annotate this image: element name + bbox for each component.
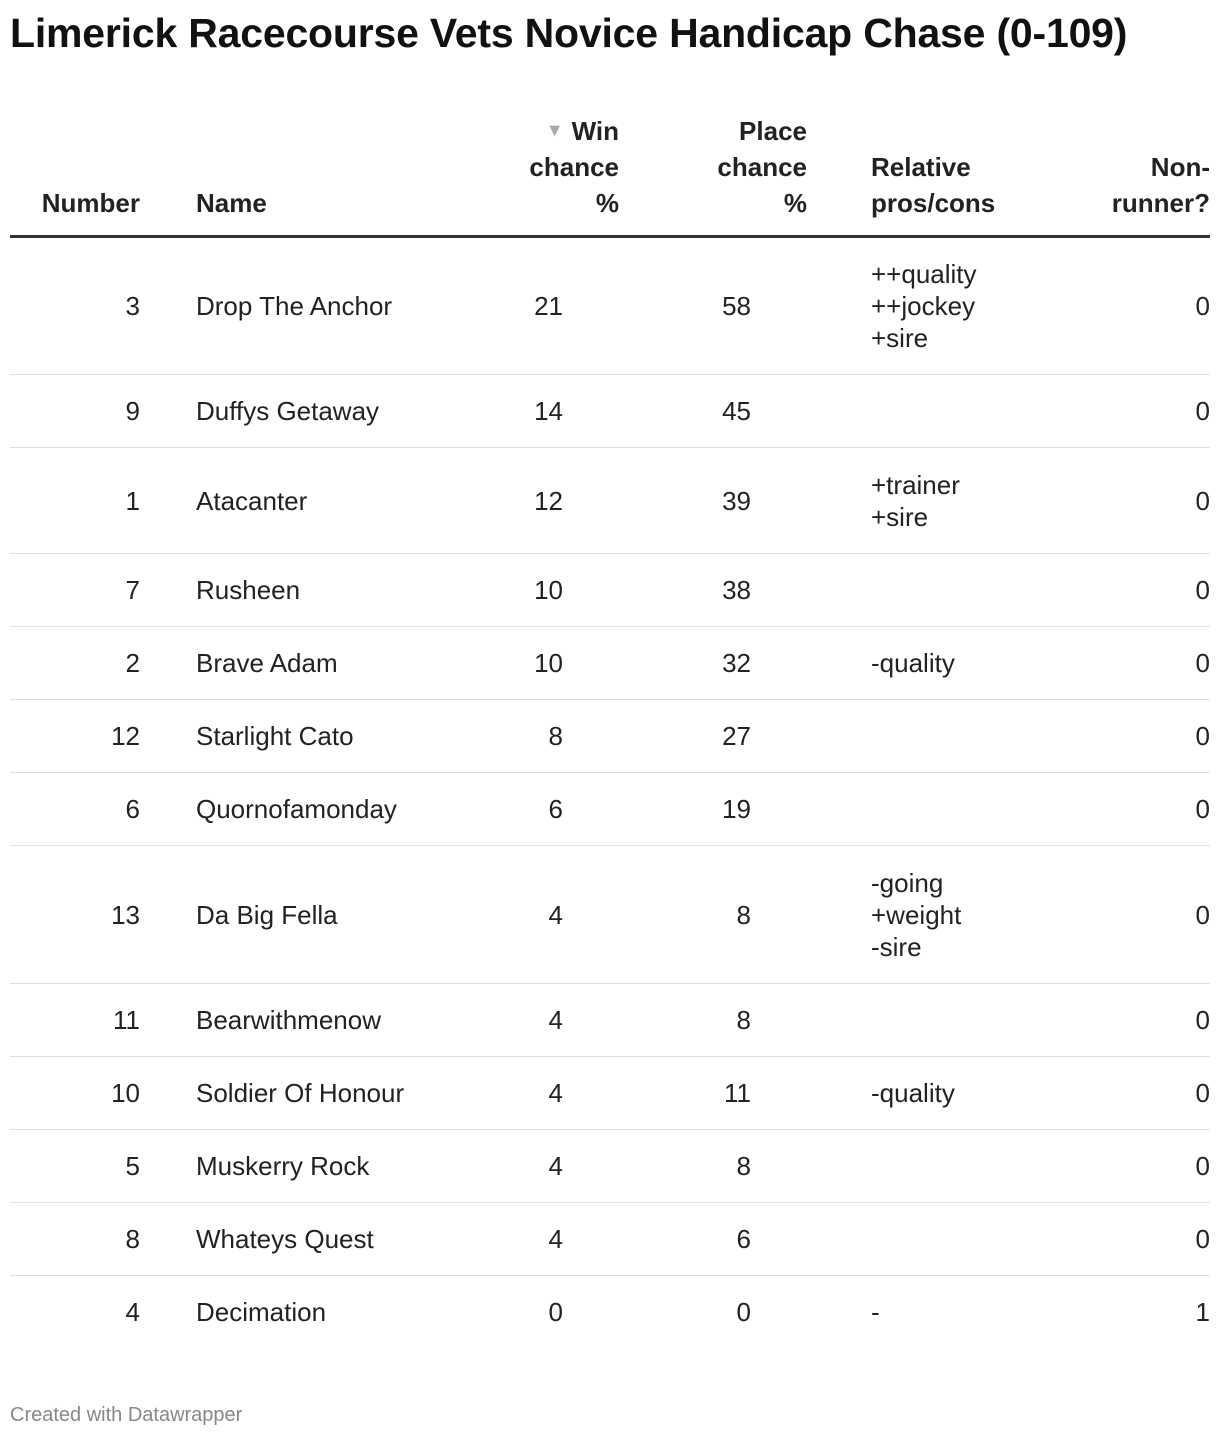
header-name[interactable]: Name xyxy=(196,112,472,237)
cell-relative xyxy=(807,846,1030,984)
cell-place-chance: 39 xyxy=(619,448,807,554)
cell-place-chance: 19 xyxy=(619,773,807,846)
header-row xyxy=(10,112,1210,237)
cell-non-runner: 0 xyxy=(1030,1130,1210,1203)
cell-relative xyxy=(807,1130,1030,1203)
cell-place-chance: 45 xyxy=(619,375,807,448)
cell-non-runner: 0 xyxy=(1030,1057,1210,1130)
cell-win-chance: 4 xyxy=(472,1130,619,1203)
cell-relative xyxy=(807,773,1030,846)
cell-place-chance: 6 xyxy=(619,1203,807,1276)
cell-name: Soldier Of Honour xyxy=(196,1057,472,1130)
table-row xyxy=(10,375,1210,448)
table-row xyxy=(10,1130,1210,1203)
cell-relative xyxy=(807,1203,1030,1276)
cell-number: 2 xyxy=(10,627,196,700)
cell-relative xyxy=(807,554,1030,627)
cell-non-runner: 0 xyxy=(1030,237,1210,375)
cell-name: Bearwithmenow xyxy=(196,984,472,1057)
cell-name: Muskerry Rock xyxy=(196,1130,472,1203)
cell-number: 12 xyxy=(10,700,196,773)
cell-win-chance: 6 xyxy=(472,773,619,846)
header-win-line-2: chance xyxy=(529,152,619,182)
table-row xyxy=(10,1276,1210,1349)
cell-number: 5 xyxy=(10,1130,196,1203)
table-row xyxy=(10,448,1210,554)
cell-number: 6 xyxy=(10,773,196,846)
chart-title: Limerick Racecourse Vets Novice Handicap Chase (0-109) xyxy=(10,10,1128,56)
cell-non-runner: 0 xyxy=(1030,700,1210,773)
header-relative-line-2: pros/cons xyxy=(871,188,996,218)
cell-win-chance: 4 xyxy=(472,1057,619,1130)
cell-number: 9 xyxy=(10,375,196,448)
header-win-chance[interactable] xyxy=(472,112,619,237)
cell-non-runner: 0 xyxy=(1030,984,1210,1057)
header-place-line-1: Place xyxy=(739,116,807,146)
relative-item: -quality xyxy=(871,1078,955,1108)
cell-relative xyxy=(807,984,1030,1057)
cell-name: Brave Adam xyxy=(196,627,472,700)
cell-number: 3 xyxy=(10,237,196,375)
cell-name: Starlight Cato xyxy=(196,700,472,773)
relative-item: -quality xyxy=(871,648,955,678)
cell-win-chance: 21 xyxy=(472,237,619,375)
cell-non-runner: 1 xyxy=(1195,1297,1210,1328)
relative-item: +sire xyxy=(871,501,929,532)
cell-win-chance: 14 xyxy=(472,375,619,448)
table-row xyxy=(10,846,1210,984)
cell-number: 4 xyxy=(125,1297,140,1328)
header-win-line-3: % xyxy=(595,188,619,218)
cell-place-chance: 58 xyxy=(619,237,807,375)
cell-place-chance: 11 xyxy=(619,1057,807,1130)
cell-non-runner: 0 xyxy=(1030,773,1210,846)
cell-win-chance: 8 xyxy=(472,700,619,773)
cell-place-chance: 0 xyxy=(736,1297,751,1328)
cell-name: Atacanter xyxy=(196,448,472,554)
cell-win-chance: 4 xyxy=(472,984,619,1057)
cell-win-chance: 10 xyxy=(472,627,619,700)
footer-credit: Created with Datawrapper xyxy=(10,1404,243,1426)
table-row xyxy=(10,237,1210,375)
cell-name: Drop The Anchor xyxy=(196,237,472,375)
cell-relative xyxy=(807,375,1030,448)
header-number[interactable]: Number xyxy=(10,112,196,237)
table-body xyxy=(10,237,1210,1349)
cell-name: Quornofamonday xyxy=(196,773,472,846)
cell-non-runner: 0 xyxy=(1030,448,1210,554)
cell-number: 8 xyxy=(10,1203,196,1276)
cell-place-chance: 8 xyxy=(619,984,807,1057)
relative-item: - xyxy=(871,1297,880,1328)
cell-win-chance: 10 xyxy=(472,554,619,627)
table-row xyxy=(10,627,1210,700)
cell-place-chance: 38 xyxy=(619,554,807,627)
cell-number: 7 xyxy=(10,554,196,627)
cell-non-runner: 0 xyxy=(1030,846,1210,984)
cell-place-chance: 8 xyxy=(619,1130,807,1203)
header-non-runner-line-1: Non- xyxy=(1150,152,1210,182)
relative-item: -going xyxy=(871,867,944,898)
cell-win-chance: 12 xyxy=(472,448,619,554)
cell-win-chance: 4 xyxy=(472,846,619,984)
table-row xyxy=(10,1057,1210,1130)
cell-relative xyxy=(807,700,1030,773)
table-row xyxy=(10,984,1210,1057)
relative-item: +weight xyxy=(871,899,962,930)
relative-item: +sire xyxy=(871,323,929,353)
cell-relative xyxy=(807,448,1030,554)
table-row xyxy=(10,773,1210,846)
cell-number: 13 xyxy=(10,846,196,984)
cell-name: Da Big Fella xyxy=(196,846,472,984)
cell-number: 10 xyxy=(10,1057,196,1130)
cell-place-chance: 32 xyxy=(619,627,807,700)
relative-item: ++quality xyxy=(871,259,977,289)
cell-win-chance: 0 xyxy=(548,1297,563,1328)
header-place-chance[interactable] xyxy=(619,112,807,237)
results-table xyxy=(10,112,1210,1349)
header-place-line-2: chance xyxy=(717,152,807,182)
sort-down-icon: ▼ xyxy=(545,120,564,140)
table-row xyxy=(10,700,1210,773)
cell-name: Rusheen xyxy=(196,554,472,627)
cell-number: 11 xyxy=(10,984,196,1057)
cell-name: Duffys Getaway xyxy=(196,375,472,448)
relative-item: +trainer xyxy=(871,469,960,500)
relative-item: ++jockey xyxy=(871,291,976,321)
cell-name: Decimation xyxy=(196,1297,327,1328)
header-relative[interactable] xyxy=(807,112,1030,237)
cell-place-chance: 8 xyxy=(619,846,807,984)
relative-item: -sire xyxy=(871,931,922,962)
table-row xyxy=(10,554,1210,627)
cell-non-runner: 0 xyxy=(1030,375,1210,448)
cell-relative xyxy=(807,627,1030,700)
cell-non-runner: 0 xyxy=(1030,1203,1210,1276)
cell-win-chance: 4 xyxy=(472,1203,619,1276)
cell-non-runner: 0 xyxy=(1030,627,1210,700)
header-non-runner-line-2: runner? xyxy=(1111,188,1210,218)
header-non-runner[interactable] xyxy=(1030,112,1210,237)
cell-relative xyxy=(807,1057,1030,1130)
cell-non-runner: 0 xyxy=(1030,554,1210,627)
header-place-line-3: % xyxy=(783,188,807,218)
cell-place-chance: 27 xyxy=(619,700,807,773)
header-relative-line-1: Relative xyxy=(871,152,971,182)
cell-relative xyxy=(807,237,1030,375)
cell-name: Whateys Quest xyxy=(196,1203,472,1276)
header-win-line-1: Win xyxy=(571,116,619,146)
cell-relative xyxy=(807,1276,1030,1349)
table-row xyxy=(10,1203,1210,1276)
cell-number: 1 xyxy=(10,448,196,554)
